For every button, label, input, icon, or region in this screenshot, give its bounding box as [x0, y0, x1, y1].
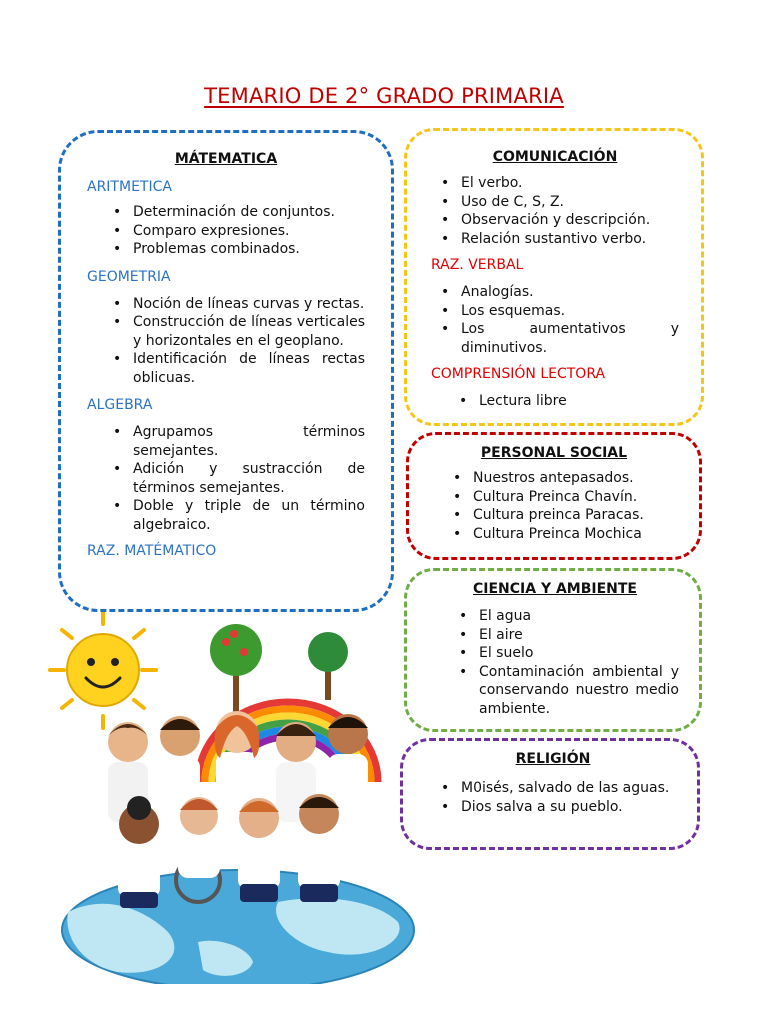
list-item: • El agua	[455, 607, 679, 626]
raz-verbal-label: RAZ. VERBAL	[431, 257, 524, 273]
list-item: • Relación sustantivo verbo.	[437, 230, 679, 249]
list-item: • Los aumentativos y diminutivos.	[437, 320, 679, 357]
matematica-heading: MÁTEMATICA	[174, 151, 278, 167]
personal-social-heading: PERSONAL SOCIAL	[480, 445, 628, 461]
algebra-list	[109, 423, 365, 534]
list-item: • Dios salva a su pueblo.	[437, 798, 677, 817]
list-item: • Lectura libre	[455, 392, 679, 411]
list-item: • Nuestros antepasados.	[449, 469, 677, 488]
ciencia-ambiente-box	[404, 568, 702, 732]
list-item: • Cultura Preinca Chavín.	[449, 488, 677, 507]
ciencia-ambiente-heading: CIENCIA Y AMBIENTE	[472, 581, 637, 597]
religion-list	[437, 779, 677, 816]
list-item: • Determinación de conjuntos.	[109, 203, 365, 222]
list-item: • Construcción de líneas verticales y horizontales en el geoplano.	[109, 313, 365, 350]
comunicacion-box	[404, 128, 704, 426]
list-item: • Comparo expresiones.	[109, 222, 365, 241]
list-item: • Identificación de líneas rectas oblicuas.	[109, 350, 365, 387]
list-item: • Agrupamos términos semejantes.	[109, 423, 365, 460]
list-item: • Los esquemas.	[437, 302, 679, 321]
raz-verbal-list	[437, 283, 679, 357]
list-item: • Noción de líneas curvas y rectas.	[109, 295, 365, 314]
tree-icon	[210, 624, 262, 712]
geometria-label: GEOMETRIA	[87, 268, 171, 285]
list-item: • Uso de C, S, Z.	[437, 193, 679, 212]
raz-matematico-label: RAZ. MATÉMATICO	[87, 543, 217, 559]
list-item: • Contaminación ambiental y conservando nuestro medio ambiente.	[455, 663, 679, 719]
algebra-label: ALGEBRA	[87, 397, 153, 413]
aritmetica-list	[109, 203, 365, 259]
list-item: • Analogías.	[437, 283, 679, 302]
geometria-list	[109, 295, 365, 388]
personal-social-list	[449, 469, 677, 543]
aritmetica-label: ARITMETICA	[87, 179, 172, 195]
sun-icon	[50, 612, 156, 728]
list-item: • El aire	[455, 626, 679, 645]
list-item: • Adición y sustracción de términos semejantes.	[109, 460, 365, 497]
tree-icon	[308, 632, 348, 700]
list-item: • Doble y triple de un término algebraico.	[109, 497, 365, 534]
list-item: • El verbo.	[437, 174, 679, 193]
list-item: • Cultura Preinca Mochica	[449, 525, 677, 544]
list-item: • El suelo	[455, 644, 679, 663]
personal-social-box	[406, 432, 702, 560]
religion-heading: RELIGIÓN	[515, 751, 591, 767]
list-item: • Cultura preinca Paracas.	[449, 506, 677, 525]
religion-box	[400, 738, 700, 850]
children-globe-illustration	[48, 612, 418, 984]
list-item: • Observación y descripción.	[437, 211, 679, 230]
matematica-box	[58, 130, 394, 612]
comunicacion-list	[437, 174, 679, 248]
page-title: TEMARIO DE 2° GRADO PRIMARIA	[204, 84, 564, 108]
comprension-lectora-label: COMPRENSIÓN LECTORA	[431, 366, 606, 382]
comunicacion-heading: COMUNICACIÓN	[492, 149, 618, 165]
list-item: • M0isés, salvado de las aguas.	[437, 779, 677, 798]
comprension-list	[455, 392, 679, 411]
list-item: • Problemas combinados.	[109, 240, 365, 259]
ciencia-list	[455, 607, 679, 718]
